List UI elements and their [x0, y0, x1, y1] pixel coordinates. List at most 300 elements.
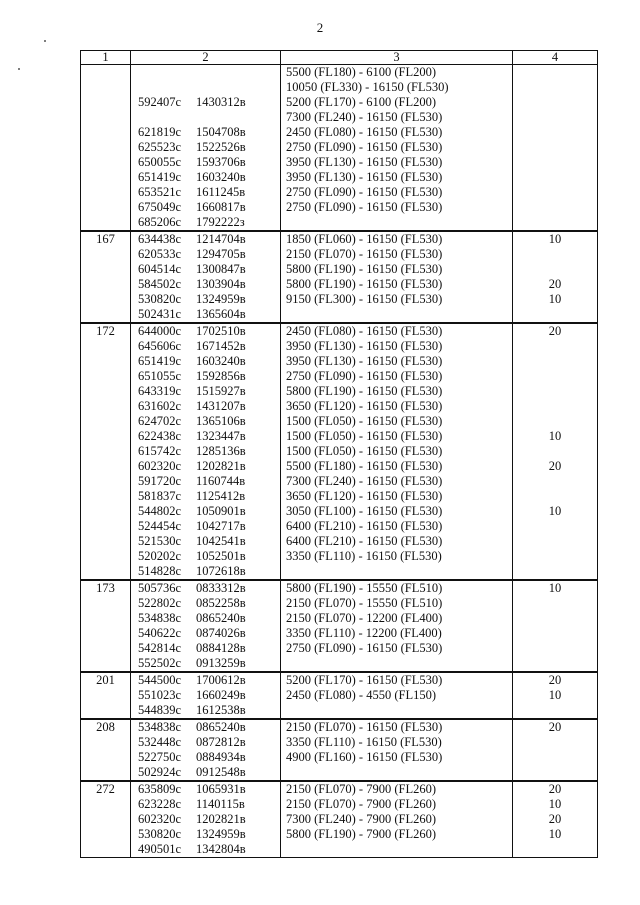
group-cell-3 — [281, 719, 513, 781]
coordinate-line — [131, 812, 280, 827]
altitude-range: 1500 (FL050) - 16150 (FL530) — [286, 444, 443, 458]
value-cell — [513, 414, 597, 429]
longitude: 1504708в — [196, 125, 246, 139]
altitude-range: 3350 (FL110) - 16150 (FL530) — [286, 735, 442, 749]
header-row — [81, 51, 598, 65]
longitude: 1285136в — [196, 444, 246, 458]
latitude: 591720c — [138, 474, 182, 488]
longitude: 1050901в — [196, 504, 246, 518]
group-cell-4 — [513, 781, 598, 858]
value-cell — [513, 110, 597, 125]
value-cell — [513, 247, 597, 262]
column-header-4: 4 — [513, 51, 598, 65]
coordinate-line — [131, 307, 280, 322]
coordinate-line — [131, 95, 280, 110]
group-cell-4 — [513, 719, 598, 781]
group-id: 201 — [96, 673, 115, 687]
value-cell — [513, 125, 597, 140]
longitude: 1140115в — [196, 797, 245, 811]
coordinate-line — [131, 140, 280, 155]
coordinate-line — [131, 735, 280, 750]
coordinate-line — [131, 656, 280, 671]
value-cell — [513, 140, 597, 155]
latitude: 522802c — [138, 596, 182, 610]
altitude-range: 2750 (FL090) - 16150 (FL530) — [286, 641, 443, 655]
altitude-range: 5800 (FL190) - 16150 (FL530) — [286, 277, 443, 291]
coordinate-line — [131, 429, 280, 444]
value-cell — [513, 474, 597, 489]
latitude: 532448c — [138, 735, 182, 749]
latitude: 653521c — [138, 185, 182, 199]
latitude: 643319c — [138, 384, 182, 398]
group-row — [81, 231, 598, 323]
latitude: 514828c — [138, 564, 182, 578]
value-cell: 10 — [548, 688, 562, 702]
altitude-range — [281, 215, 512, 230]
group-cell-2 — [131, 781, 281, 858]
group-id — [81, 65, 130, 80]
latitude: 534838c — [138, 720, 182, 734]
coordinate-line — [131, 534, 280, 549]
altitude-range: 2450 (FL080) - 16150 (FL530) — [286, 125, 443, 139]
group-id: 167 — [96, 232, 115, 246]
value-cell — [513, 170, 597, 185]
group-cell-1 — [81, 323, 131, 580]
group-cell-1 — [81, 231, 131, 323]
longitude: 1324959в — [196, 292, 246, 306]
coordinate-line — [131, 842, 280, 857]
latitude: 622438c — [138, 429, 182, 443]
latitude: 521530c — [138, 534, 182, 548]
longitude: 0865240в — [196, 720, 246, 734]
longitude: 0852258в — [196, 596, 246, 610]
latitude: 625523c — [138, 140, 182, 154]
coordinate-line — [131, 626, 280, 641]
group-cell-2 — [131, 580, 281, 672]
coordinate-line — [131, 247, 280, 262]
altitude-range: 1500 (FL050) - 16150 (FL530) — [286, 429, 443, 443]
altitude-range: 3650 (FL120) - 16150 (FL530) — [286, 399, 443, 413]
altitude-range: 6400 (FL210) - 16150 (FL530) — [286, 534, 443, 548]
value-cell — [513, 765, 597, 780]
scan-speck — [44, 40, 46, 42]
value-cell — [513, 339, 597, 354]
altitude-range: 9150 (FL300) - 16150 (FL530) — [286, 292, 443, 306]
value-cell — [513, 489, 597, 504]
altitude-range: 7300 (FL240) - 16150 (FL530) — [286, 474, 443, 488]
altitude-range: 2750 (FL090) - 16150 (FL530) — [286, 200, 443, 214]
latitude: 540622c — [138, 626, 182, 640]
longitude: 1660249в — [196, 688, 246, 702]
longitude: 1214704в — [196, 232, 246, 246]
altitude-range: 6400 (FL210) - 16150 (FL530) — [286, 519, 443, 533]
coordinate-line — [131, 827, 280, 842]
coordinate-line — [131, 170, 280, 185]
longitude: 1702510в — [196, 324, 246, 338]
latitude: 490501c — [138, 842, 182, 856]
value-cell — [513, 185, 597, 200]
coordinate-line — [131, 519, 280, 534]
latitude: 615742c — [138, 444, 182, 458]
coordinates-table — [80, 50, 598, 858]
coordinate-line — [131, 611, 280, 626]
altitude-range: 3350 (FL110) - 16150 (FL530) — [286, 549, 442, 563]
group-cell-4 — [513, 323, 598, 580]
latitude: 645606c — [138, 339, 182, 353]
longitude: 1593706в — [196, 155, 246, 169]
longitude: 1700612в — [196, 673, 246, 687]
value-cell — [513, 155, 597, 170]
value-cell: 20 — [548, 324, 562, 338]
altitude-range — [281, 703, 512, 718]
value-cell: 20 — [548, 812, 562, 826]
coordinate-line — [131, 292, 280, 307]
latitude: 524454c — [138, 519, 182, 533]
coordinate-line — [131, 399, 280, 414]
altitude-range: 1500 (FL050) - 16150 (FL530) — [286, 414, 443, 428]
group-cell-4 — [513, 65, 598, 232]
latitude: 604514c — [138, 262, 182, 276]
altitude-range — [281, 564, 512, 579]
coordinate-line — [131, 549, 280, 564]
value-cell — [513, 641, 597, 656]
value-cell — [513, 369, 597, 384]
latitude: 584502c — [138, 277, 182, 291]
longitude: 1125412в — [196, 489, 246, 503]
coordinate-line — [131, 125, 280, 140]
group-cell-3 — [281, 672, 513, 719]
longitude: 1603240в — [196, 170, 246, 184]
group-cell-1 — [81, 580, 131, 672]
column-header-2: 2 — [131, 51, 281, 65]
value-cell — [513, 307, 597, 322]
altitude-range — [281, 307, 512, 322]
value-cell: 20 — [548, 720, 562, 734]
group-cell-1 — [81, 719, 131, 781]
altitude-range: 2150 (FL070) - 7900 (FL260) — [286, 797, 436, 811]
latitude: 650055c — [138, 155, 182, 169]
altitude-range: 2750 (FL090) - 16150 (FL530) — [286, 369, 443, 383]
latitude: 675049c — [138, 200, 182, 214]
longitude: 0874026в — [196, 626, 246, 640]
coordinate-line — [131, 720, 280, 735]
altitude-range — [281, 842, 512, 857]
value-cell: 10 — [548, 292, 562, 306]
value-cell — [513, 65, 597, 80]
latitude: 623228c — [138, 797, 182, 811]
value-cell: 20 — [548, 277, 562, 291]
group-cell-3 — [281, 580, 513, 672]
altitude-range: 2150 (FL070) - 16150 (FL530) — [286, 247, 443, 261]
value-cell — [513, 564, 597, 579]
altitude-range: 1850 (FL060) - 16150 (FL530) — [286, 232, 443, 246]
longitude: 1603240в — [196, 354, 246, 368]
coordinate-line — [131, 596, 280, 611]
longitude: 1324959в — [196, 827, 246, 841]
altitude-range: 5800 (FL190) - 16150 (FL530) — [286, 384, 443, 398]
longitude: 1515927в — [196, 384, 246, 398]
longitude: 1342804в — [196, 842, 246, 856]
altitude-range: 2150 (FL070) - 15550 (FL510) — [286, 596, 443, 610]
value-cell — [513, 519, 597, 534]
coordinate-line — [131, 262, 280, 277]
latitude: 551023c — [138, 688, 182, 702]
coordinate-line — [131, 354, 280, 369]
coordinate-line — [131, 80, 280, 95]
latitude: 530820c — [138, 292, 182, 306]
altitude-range: 3350 (FL110) - 12200 (FL400) — [286, 626, 442, 640]
group-cell-1 — [81, 65, 131, 232]
group-id: 208 — [96, 720, 115, 734]
group-cell-2 — [131, 323, 281, 580]
coordinate-line — [131, 65, 280, 80]
latitude: 635809c — [138, 782, 182, 796]
latitude: 552502c — [138, 656, 182, 670]
longitude: 1160744в — [196, 474, 246, 488]
column-header-1: 1 — [81, 51, 131, 65]
altitude-range: 3950 (FL130) - 16150 (FL530) — [286, 155, 443, 169]
longitude: 1671452в — [196, 339, 246, 353]
longitude: 1042717в — [196, 519, 246, 533]
latitude: 634438c — [138, 232, 182, 246]
coordinate-line — [131, 504, 280, 519]
value-cell — [513, 626, 597, 641]
latitude: 534838c — [138, 611, 182, 625]
longitude: 1592856в — [196, 369, 246, 383]
latitude: 522750c — [138, 750, 182, 764]
group-id: 172 — [96, 324, 115, 338]
coordinate-line — [131, 673, 280, 688]
altitude-range: 7300 (FL240) - 16150 (FL530) — [286, 110, 443, 124]
longitude: 0884128в — [196, 641, 246, 655]
value-cell — [513, 703, 597, 718]
group-cell-1 — [81, 672, 131, 719]
longitude: 1522526в — [196, 140, 246, 154]
coordinate-line — [131, 765, 280, 780]
group-row — [81, 580, 598, 672]
longitude: 1365604в — [196, 307, 246, 321]
latitude: 542814c — [138, 641, 182, 655]
longitude: 1612538в — [196, 703, 246, 717]
longitude: 1052501в — [196, 549, 246, 563]
latitude: 651419c — [138, 170, 182, 184]
column-header-3: 3 — [281, 51, 513, 65]
coordinate-line — [131, 384, 280, 399]
coordinate-line — [131, 215, 280, 230]
altitude-range: 3650 (FL120) - 16150 (FL530) — [286, 489, 443, 503]
value-cell — [513, 534, 597, 549]
value-cell — [513, 399, 597, 414]
coordinate-line — [131, 688, 280, 703]
coordinate-line — [131, 155, 280, 170]
altitude-range: 3950 (FL130) - 16150 (FL530) — [286, 354, 443, 368]
latitude: 620533c — [138, 247, 182, 261]
coordinate-line — [131, 703, 280, 718]
group-cell-1 — [81, 781, 131, 858]
coordinate-line — [131, 489, 280, 504]
longitude: 1660817в — [196, 200, 246, 214]
coordinate-line — [131, 185, 280, 200]
page-number: 2 — [316, 20, 324, 35]
group-row — [81, 781, 598, 858]
coordinate-line — [131, 232, 280, 247]
group-row — [81, 672, 598, 719]
value-cell — [513, 444, 597, 459]
group-cell-4 — [513, 672, 598, 719]
altitude-range: 3050 (FL100) - 16150 (FL530) — [286, 504, 443, 518]
coordinate-line — [131, 110, 280, 125]
longitude: 1294705в — [196, 247, 246, 261]
group-cell-4 — [513, 231, 598, 323]
longitude: 1611245в — [196, 185, 246, 199]
value-cell — [513, 656, 597, 671]
value-cell — [513, 384, 597, 399]
longitude: 1042541в — [196, 534, 246, 548]
group-cell-3 — [281, 323, 513, 580]
latitude: 685206c — [138, 215, 182, 229]
altitude-range: 2750 (FL090) - 16150 (FL530) — [286, 140, 443, 154]
longitude: 1300847в — [196, 262, 246, 276]
altitude-range — [281, 656, 512, 671]
longitude: 1072618в — [196, 564, 246, 578]
value-cell — [513, 750, 597, 765]
value-cell — [513, 354, 597, 369]
latitude: 581837c — [138, 489, 182, 503]
group-cell-3 — [281, 231, 513, 323]
value-cell — [513, 735, 597, 750]
value-cell: 10 — [548, 797, 562, 811]
coordinate-line — [131, 444, 280, 459]
coordinate-line — [131, 474, 280, 489]
value-cell: 10 — [548, 827, 562, 841]
latitude: 544500c — [138, 673, 182, 687]
value-cell — [513, 215, 597, 230]
altitude-range: 3950 (FL130) - 16150 (FL530) — [286, 170, 443, 184]
altitude-range: 2750 (FL090) - 16150 (FL530) — [286, 185, 443, 199]
altitude-range: 2150 (FL070) - 12200 (FL400) — [286, 611, 443, 625]
coordinate-line — [131, 782, 280, 797]
coordinate-line — [131, 459, 280, 474]
longitude: 1202821в — [196, 459, 246, 473]
longitude: 1430312в — [196, 95, 246, 109]
latitude: 624702c — [138, 414, 182, 428]
altitude-range: 5200 (FL170) - 6100 (FL200) — [286, 95, 436, 109]
latitude: 502924c — [138, 765, 182, 779]
altitude-range: 2150 (FL070) - 7900 (FL260) — [286, 782, 436, 796]
latitude: 602320c — [138, 812, 182, 826]
group-cell-3 — [281, 65, 513, 232]
altitude-range: 5500 (FL180) - 6100 (FL200) — [286, 65, 436, 79]
altitude-range: 5800 (FL190) - 15550 (FL510) — [286, 581, 443, 595]
altitude-range: 7300 (FL240) - 7900 (FL260) — [286, 812, 436, 826]
latitude: 602320c — [138, 459, 182, 473]
coordinate-line — [131, 369, 280, 384]
scan-speck — [18, 68, 20, 70]
coordinate-line — [131, 581, 280, 596]
altitude-range: 5500 (FL180) - 16150 (FL530) — [286, 459, 443, 473]
value-cell — [513, 95, 597, 110]
value-cell — [513, 262, 597, 277]
altitude-range: 3950 (FL130) - 16150 (FL530) — [286, 339, 443, 353]
value-cell: 20 — [548, 459, 562, 473]
latitude: 651419c — [138, 354, 182, 368]
longitude: 0865240в — [196, 611, 246, 625]
altitude-range: 10050 (FL330) - 16150 (FL530) — [286, 80, 449, 94]
value-cell — [513, 200, 597, 215]
altitude-range — [281, 765, 512, 780]
longitude: 0912548в — [196, 765, 246, 779]
group-row — [81, 323, 598, 580]
altitude-range: 5200 (FL170) - 16150 (FL530) — [286, 673, 443, 687]
value-cell — [513, 80, 597, 95]
coordinate-line — [131, 200, 280, 215]
longitude: 1323447в — [196, 429, 246, 443]
longitude: 0872812в — [196, 735, 246, 749]
latitude: 621819c — [138, 125, 182, 139]
value-cell: 10 — [548, 232, 562, 246]
longitude: 0913259в — [196, 656, 246, 670]
group-cell-2 — [131, 719, 281, 781]
coordinate-line — [131, 641, 280, 656]
altitude-range: 2450 (FL080) - 16150 (FL530) — [286, 324, 443, 338]
value-cell: 10 — [548, 429, 562, 443]
value-cell — [513, 549, 597, 564]
group-cell-3 — [281, 781, 513, 858]
latitude: 502431c — [138, 307, 182, 321]
value-cell — [513, 596, 597, 611]
latitude: 505736c — [138, 581, 182, 595]
longitude: 1431207в — [196, 399, 246, 413]
latitude: 544839c — [138, 703, 182, 717]
value-cell: 10 — [548, 581, 562, 595]
latitude: 530820c — [138, 827, 182, 841]
value-cell: 10 — [548, 504, 562, 518]
latitude: 520202c — [138, 549, 182, 563]
latitude: 592407c — [138, 95, 182, 109]
longitude: 0884934в — [196, 750, 246, 764]
longitude: 1303904в — [196, 277, 246, 291]
longitude: 1065931в — [196, 782, 246, 796]
latitude: 651055c — [138, 369, 182, 383]
coordinate-line — [131, 797, 280, 812]
longitude: 0833312в — [196, 581, 246, 595]
latitude: 544802c — [138, 504, 182, 518]
group-row — [81, 719, 598, 781]
group-id: 173 — [96, 581, 115, 595]
value-cell: 20 — [548, 673, 562, 687]
altitude-range: 4900 (FL160) - 16150 (FL530) — [286, 750, 443, 764]
altitude-range: 2150 (FL070) - 16150 (FL530) — [286, 720, 443, 734]
group-row — [81, 65, 598, 232]
altitude-range: 5800 (FL190) - 7900 (FL260) — [286, 827, 436, 841]
group-cell-4 — [513, 580, 598, 672]
latitude: 644000c — [138, 324, 182, 338]
group-cell-2 — [131, 672, 281, 719]
coordinate-line — [131, 564, 280, 579]
coordinate-line — [131, 324, 280, 339]
longitude: 1202821в — [196, 812, 246, 826]
latitude: 631602c — [138, 399, 182, 413]
altitude-range: 2450 (FL080) - 4550 (FL150) — [286, 688, 436, 702]
coordinate-line — [131, 750, 280, 765]
longitude: 1365106в — [196, 414, 246, 428]
altitude-range: 5800 (FL190) - 16150 (FL530) — [286, 262, 443, 276]
longitude: 1792222з — [196, 215, 245, 229]
group-cell-2 — [131, 231, 281, 323]
value-cell — [513, 611, 597, 626]
group-cell-2 — [131, 65, 281, 232]
coordinate-line — [131, 277, 280, 292]
